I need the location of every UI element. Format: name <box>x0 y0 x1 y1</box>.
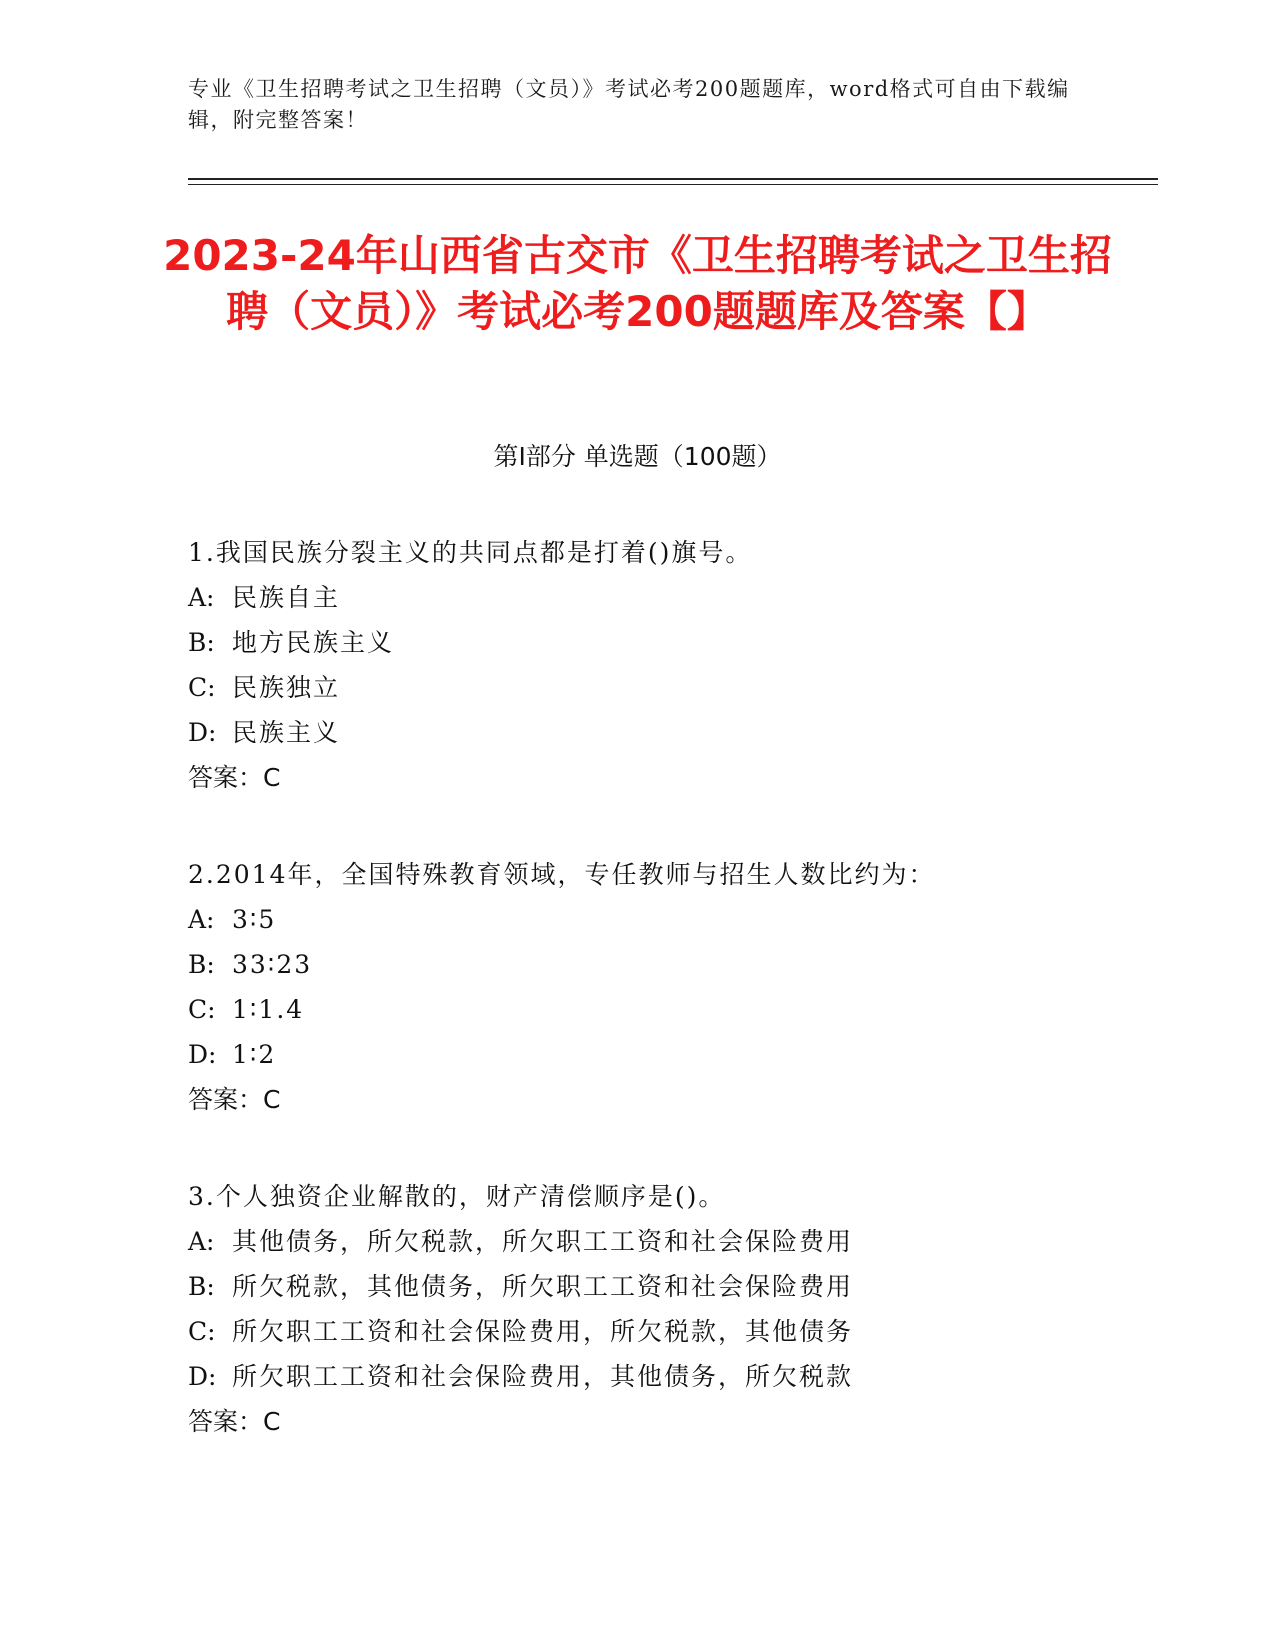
option-text: 民族自主 <box>232 583 341 612</box>
question-1 <box>188 530 1138 800</box>
answer-line: 答案：C <box>188 1407 281 1436</box>
option-b <box>188 942 1138 987</box>
option-text: 民族主义 <box>232 718 341 747</box>
option-letter: B: <box>188 628 215 657</box>
question-3 <box>188 1174 1138 1444</box>
option-letter: A: <box>188 1227 215 1256</box>
answer-line: 答案：C <box>188 763 281 792</box>
header-note: 专业《卫生招聘考试之卫生招聘（文员）》考试必考200题题库，word格式可自由下载编辑，附完整答案！ <box>188 77 1070 132</box>
option-letter: A: <box>188 905 215 934</box>
option-letter: C: <box>188 1317 216 1346</box>
option-d <box>188 1032 1138 1077</box>
option-c <box>188 987 1138 1032</box>
question-2 <box>188 852 1138 1122</box>
option-letter: B: <box>188 950 215 979</box>
option-text: 所欠税款，其他债务，所欠职工工资和社会保险费用 <box>232 1272 854 1301</box>
option-b <box>188 620 1138 665</box>
option-a <box>188 897 1138 942</box>
option-text: 民族独立 <box>232 673 341 702</box>
option-text: 1∶2 <box>232 1040 277 1069</box>
option-text: 地方民族主义 <box>232 628 395 657</box>
option-letter: D: <box>188 1040 217 1069</box>
question-stem: 2.2014年，全国特殊教育领域，专任教师与招生人数比约为： <box>188 860 936 889</box>
option-text: 其他债务，所欠税款，所欠职工工资和社会保险费用 <box>232 1227 854 1256</box>
option-letter: C: <box>188 995 216 1024</box>
section-heading: 第I部分 单选题（100题） <box>493 442 782 471</box>
option-c <box>188 1309 1138 1354</box>
option-text: 1∶1.4 <box>232 995 305 1024</box>
option-a <box>188 575 1138 620</box>
option-text: 33∶23 <box>232 950 313 979</box>
header-rule-thick <box>188 178 1158 180</box>
question-stem: 1.我国民族分裂主义的共同点都是打着()旗号。 <box>188 538 753 567</box>
question-stem: 3.个人独资企业解散的，财产清偿顺序是()。 <box>188 1182 726 1211</box>
option-letter: D: <box>188 1362 217 1391</box>
question-list <box>188 530 1138 1496</box>
option-letter: B: <box>188 1272 215 1301</box>
answer-line: 答案：C <box>188 1085 281 1114</box>
option-b <box>188 1264 1138 1309</box>
option-letter: D: <box>188 718 217 747</box>
header-rule-thin <box>188 184 1158 185</box>
option-text: 所欠职工工资和社会保险费用，其他债务，所欠税款 <box>232 1362 854 1391</box>
option-d <box>188 1354 1138 1399</box>
option-letter: C: <box>188 673 216 702</box>
option-letter: A: <box>188 583 215 612</box>
option-text: 所欠职工工资和社会保险费用，所欠税款，其他债务 <box>232 1317 854 1346</box>
option-d <box>188 710 1138 755</box>
document-title: 2023-24年山西省古交市《卫生招聘考试之卫生招聘（文员）》考试必考200题题库及答案【】 <box>163 231 1112 336</box>
option-text: 3∶5 <box>232 905 277 934</box>
option-c <box>188 665 1138 710</box>
option-a <box>188 1219 1138 1264</box>
